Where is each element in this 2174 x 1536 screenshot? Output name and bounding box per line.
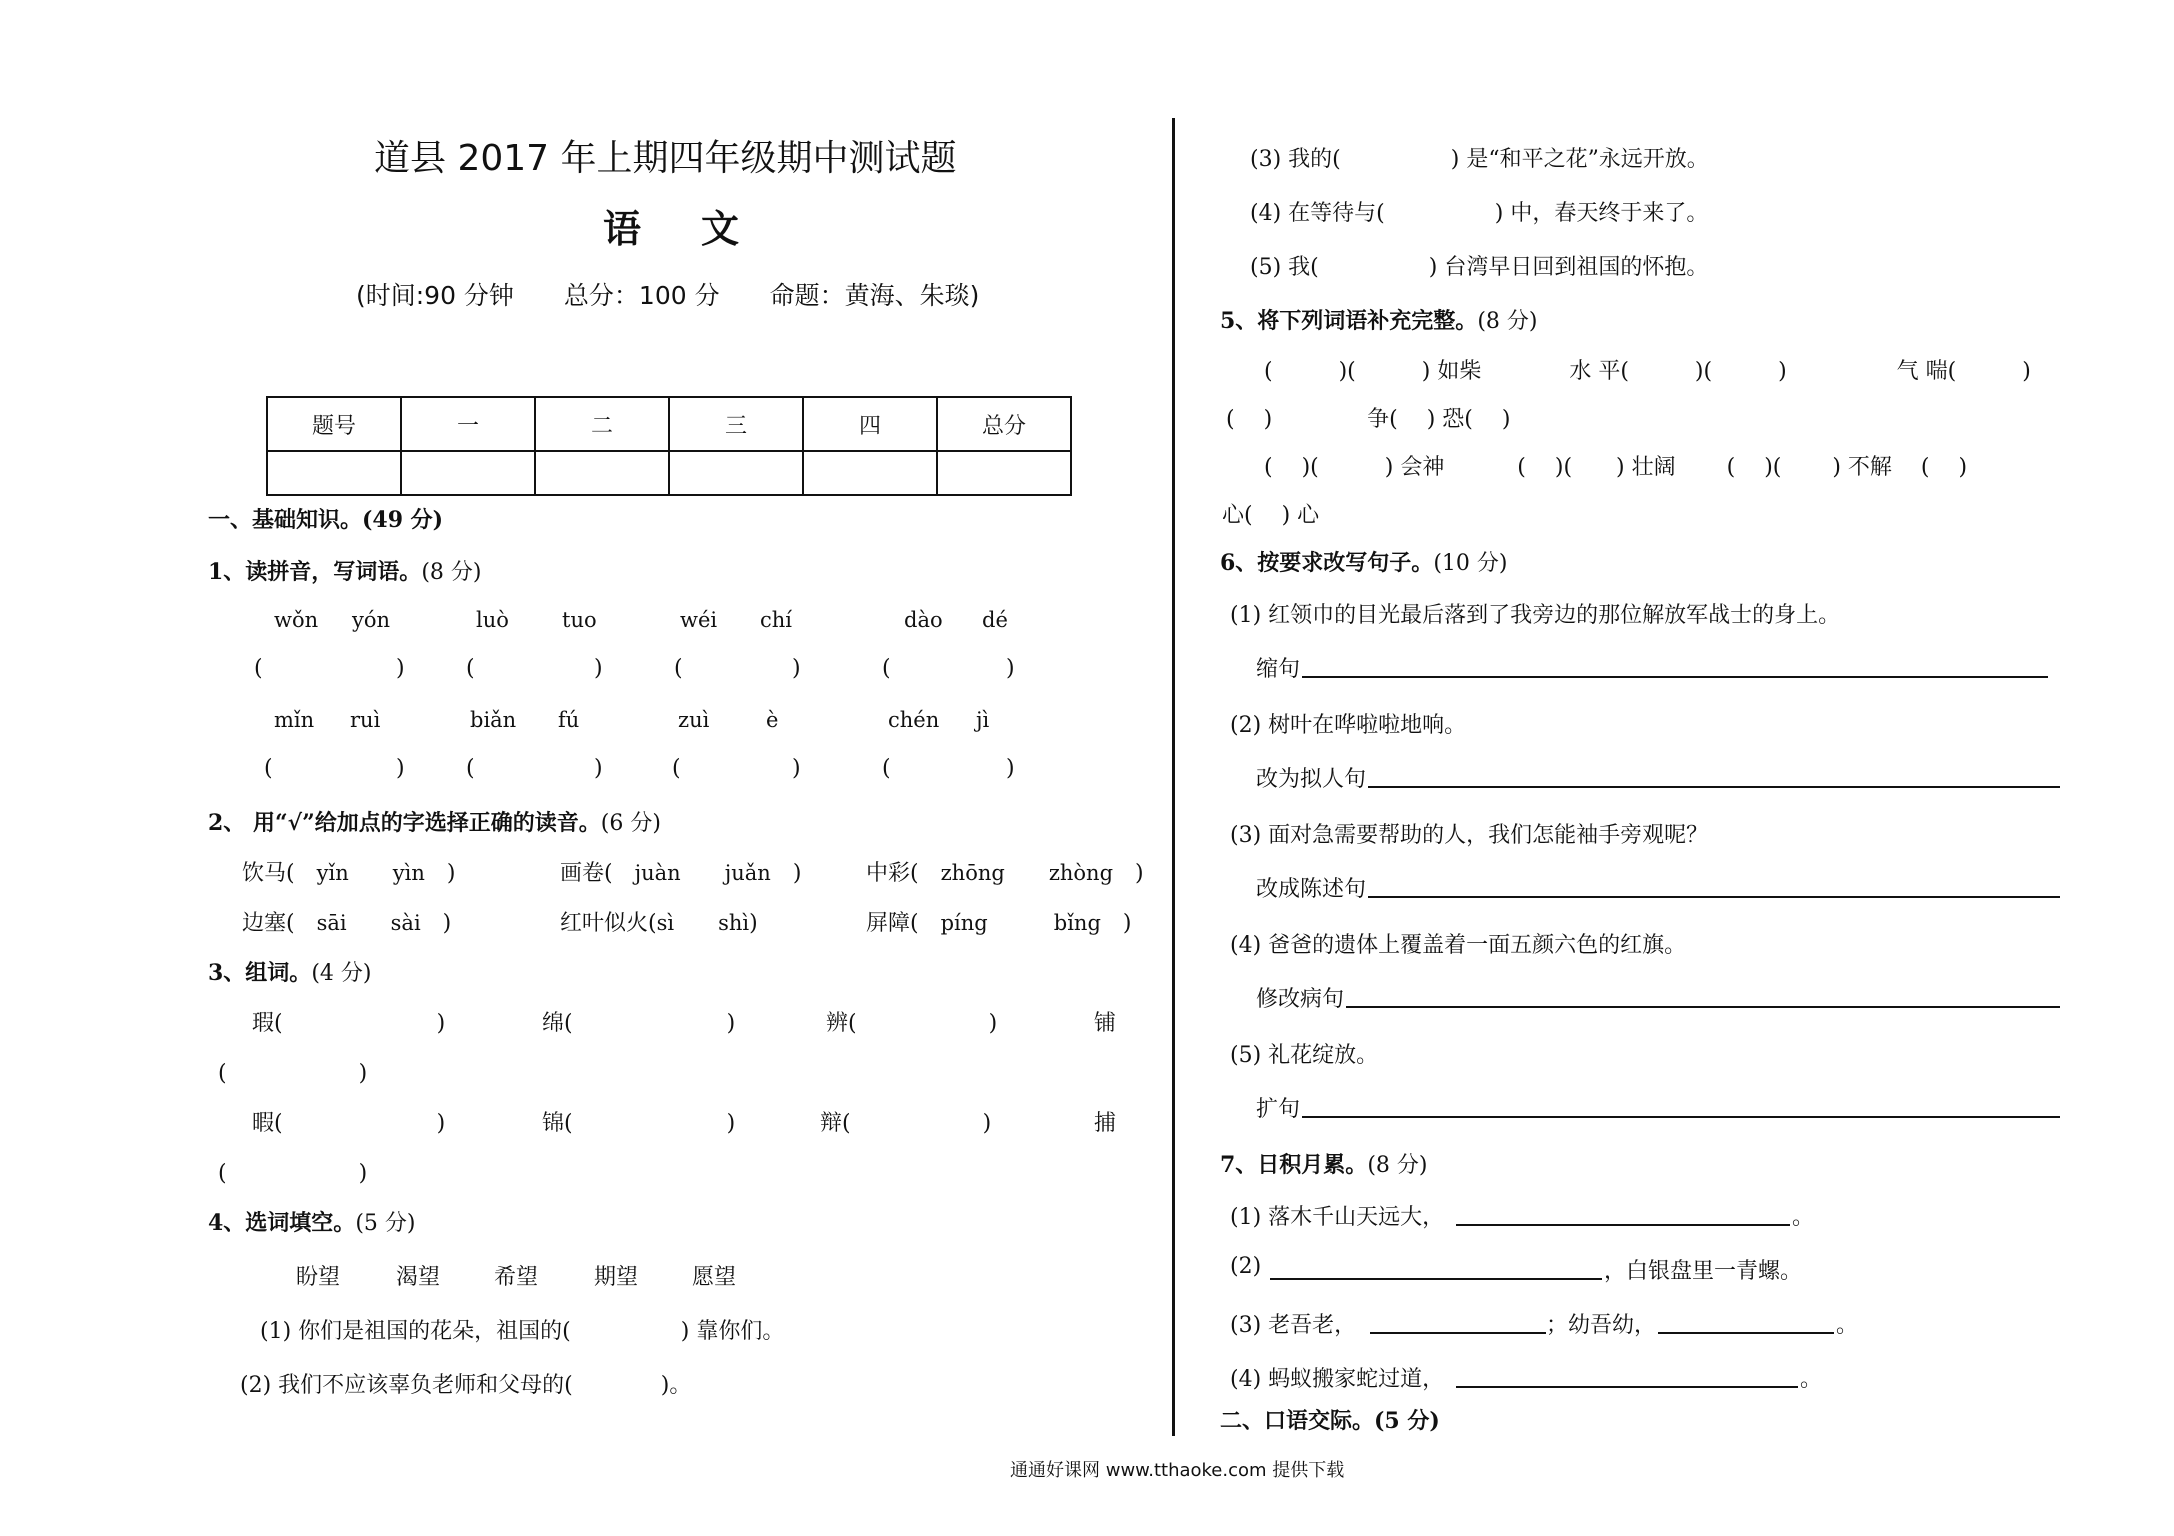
- paren-open: (: [674, 656, 683, 681]
- score-header-cell: 一: [401, 397, 535, 451]
- q2-word: 画卷: [560, 861, 605, 886]
- pinyin: luò: [476, 608, 509, 632]
- pinyin: dào: [904, 608, 943, 632]
- q4-sentence: (1) 你们是祖国的花朵，祖国的( ) 靠你们。: [260, 1319, 785, 1344]
- q2-item: 画卷( juàn juǎn ): [560, 861, 802, 886]
- subject-title: 语文: [603, 206, 800, 251]
- q3-item: 锦( ): [542, 1111, 736, 1136]
- q5-score: (8 分): [1477, 309, 1538, 334]
- column-divider: [1172, 118, 1175, 1436]
- q3-char: 瑕: [252, 1011, 275, 1036]
- q3-item: [1094, 1106, 1116, 1137]
- section-2-heading: 二、口语交际。(5 分): [1220, 1408, 1440, 1434]
- pinyin: jì: [976, 708, 990, 732]
- q2-word: 饮马: [242, 861, 287, 886]
- q2-heading: [208, 806, 661, 837]
- pinyin: yón: [352, 608, 391, 632]
- q3-item-wrap: ( ): [218, 1161, 368, 1186]
- q3-item: 瑕( ): [252, 1011, 446, 1036]
- q2-item: 红叶似火(sì shì): [560, 911, 758, 936]
- reading-option[interactable]: zhòng: [1048, 861, 1114, 885]
- q7-title: 7、日积月累。: [1220, 1152, 1368, 1178]
- pinyin: wǒn: [274, 608, 319, 632]
- q3-title: 3、组词。: [208, 960, 312, 986]
- pinyin: dé: [982, 608, 1008, 632]
- q3-char: 捕: [1094, 1111, 1117, 1136]
- paren-open: (: [254, 656, 263, 681]
- q6-answer-label: 缩句: [1256, 657, 1301, 682]
- q3-char: 绵: [542, 1011, 565, 1036]
- q2-score: (6 分): [600, 811, 661, 836]
- q2-title: 2、 用“√”给加点的字选择正确的读音。: [208, 810, 601, 836]
- q6-score: (10 分): [1433, 551, 1508, 576]
- q4-score: (5 分): [355, 1211, 416, 1236]
- q6-answer-label: 修改病句: [1256, 987, 1345, 1012]
- q7-score: (8 分): [1367, 1153, 1428, 1178]
- q6-answer-label: 扩句: [1256, 1097, 1301, 1122]
- q4-word: 盼望: [296, 1265, 341, 1290]
- q6-question: (1) 红领巾的目光最后落到了我旁边的那位解放军战士的身上。: [1230, 603, 1841, 628]
- score-blank-cell[interactable]: [803, 451, 937, 495]
- q2-word: 屏障: [866, 911, 911, 936]
- paren-close: ): [1006, 656, 1015, 681]
- q3-char: 辩: [820, 1111, 843, 1136]
- q3-char: 铺: [1094, 1011, 1117, 1036]
- q7-heading: [1220, 1148, 1427, 1179]
- q7-line-text: ，白银盘里一青螺。: [1604, 1259, 1803, 1284]
- answer-line[interactable]: [1368, 896, 2060, 898]
- score-header-cell: 二: [535, 397, 669, 451]
- q6-question: (2) 树叶在哗啦啦地响。: [1230, 713, 1467, 738]
- q4-sentence: (5) 我( ) 台湾早日回到祖国的怀抱。: [1250, 255, 1709, 280]
- q6-question: (3) 面对急需要帮助的人，我们怎能袖手旁观呢？: [1230, 823, 1709, 848]
- q4-word: 愿望: [692, 1265, 737, 1290]
- q7-line-text: 。: [1792, 1205, 1815, 1230]
- q6-answer-label: 改为拟人句: [1256, 767, 1367, 792]
- answer-line[interactable]: [1456, 1224, 1790, 1226]
- q7-line-text: 。: [1800, 1367, 1823, 1392]
- exam-title: 道县 2017 年上期四年级期中测试题: [374, 138, 957, 179]
- paren-close: ): [792, 756, 801, 781]
- q2-item: 饮马( yǐn yìn ): [242, 861, 456, 886]
- pinyin: mǐn: [274, 708, 315, 732]
- q2-word: 边塞: [242, 911, 287, 936]
- paren-close: ): [1006, 756, 1015, 781]
- pinyin: ruì: [350, 708, 381, 732]
- q3-item: 辨( ): [826, 1011, 998, 1036]
- footer-credit: 通通好课网 www.tthaoke.com 提供下载: [1010, 1460, 1345, 1481]
- q1-title: 1、读拼音，写词语。: [208, 559, 422, 585]
- q7-line-text: (4) 蚂蚁搬家蛇过道，: [1230, 1367, 1445, 1392]
- score-table: [266, 396, 1072, 496]
- paren-open: (: [466, 756, 475, 781]
- score-header-cell: 四: [803, 397, 937, 451]
- section-1-heading: 一、基础知识。(49 分): [208, 507, 444, 533]
- paren-close: ): [396, 656, 405, 681]
- q4-sentence: (3) 我的( ) 是“和平之花”永远开放。: [1250, 147, 1709, 172]
- answer-line[interactable]: [1302, 1116, 2060, 1118]
- reading-option[interactable]: yìn: [392, 861, 425, 885]
- paren-open: (: [882, 656, 891, 681]
- reading-option[interactable]: zhōng: [940, 861, 1005, 885]
- q1-score: (8 分): [421, 560, 482, 585]
- answer-line[interactable]: [1368, 786, 2060, 788]
- q6-question: (4) 爸爸的遗体上覆盖着一面五颜六色的红旗。: [1230, 933, 1687, 958]
- score-blank-cell[interactable]: [535, 451, 669, 495]
- q5-heading: [1220, 304, 1537, 335]
- pinyin: chí: [760, 608, 793, 632]
- q2-item: 边塞( sāi sài ): [242, 911, 452, 936]
- paren-close: ): [594, 656, 603, 681]
- q5-line: ( )( ) 会神 ( )( ) 壮阔 ( )( ) 不解 ( ): [1264, 455, 1968, 480]
- q4-word: 渴望: [396, 1265, 441, 1290]
- answer-line[interactable]: [1370, 1332, 1546, 1334]
- q2-word: 红叶似火: [560, 911, 649, 936]
- q4-sentence: (2) 我们不应该辜负老师和父母的( )。: [240, 1373, 692, 1398]
- q2-item: 屏障( píng bǐng ): [866, 911, 1132, 936]
- q3-item: 辩( ): [820, 1111, 992, 1136]
- q3-item: 暇( ): [252, 1111, 446, 1136]
- answer-line[interactable]: [1302, 676, 2048, 678]
- answer-line[interactable]: [1346, 1006, 2060, 1008]
- q7-line-text: (2): [1230, 1254, 1262, 1279]
- q5-line: ( )( ) 如柴 水 平( )( ) 气 喘( ): [1264, 359, 2031, 384]
- score-blank-cell[interactable]: [267, 451, 401, 495]
- q4-title: 4、选词填空。: [208, 1210, 356, 1236]
- q5-line: 心( ) 心: [1222, 503, 1320, 528]
- pinyin: chén: [888, 708, 940, 732]
- q3-heading: [208, 956, 371, 987]
- q6-question: (5) 礼花绽放。: [1230, 1043, 1379, 1068]
- q5-line: ( ) 争( ) 恐( ): [1226, 407, 1511, 432]
- score-blank-cell[interactable]: [669, 451, 803, 495]
- answer-line[interactable]: [1658, 1332, 1834, 1334]
- q2-item: 中彩( zhōng zhòng ): [866, 861, 1144, 886]
- q3-score: (4 分): [311, 961, 372, 986]
- q3-item: [1094, 1006, 1116, 1037]
- paren-open: (: [882, 756, 891, 781]
- paren-close: ): [792, 656, 801, 681]
- score-header-cell: 三: [669, 397, 803, 451]
- reading-option[interactable]: juǎn: [724, 861, 771, 885]
- q7-line-text: 。: [1836, 1313, 1859, 1338]
- reading-option[interactable]: sì: [656, 911, 675, 935]
- q1-heading: [208, 555, 481, 586]
- q3-item-wrap: ( ): [218, 1061, 368, 1086]
- q5-title: 5、将下列词语补充完整。: [1220, 308, 1478, 334]
- reading-option[interactable]: juàn: [634, 861, 681, 885]
- q4-word: 期望: [594, 1265, 639, 1290]
- paren-open: (: [264, 756, 273, 781]
- answer-line[interactable]: [1456, 1386, 1798, 1388]
- q3-char: 锦: [542, 1111, 565, 1136]
- reading-option[interactable]: shì: [718, 911, 750, 935]
- q4-heading: [208, 1206, 415, 1237]
- paren-open: (: [672, 756, 681, 781]
- q4-sentence: (4) 在等待与( ) 中，春天终于来了。: [1250, 201, 1709, 226]
- q4-word: 希望: [494, 1265, 539, 1290]
- score-blank-cell[interactable]: [401, 451, 535, 495]
- q3-char: 辨: [826, 1011, 849, 1036]
- pinyin: è: [766, 708, 779, 732]
- q3-char: 暇: [252, 1111, 275, 1136]
- q6-answer-label: 改成陈述句: [1256, 877, 1367, 902]
- score-header-cell: 总分: [937, 397, 1071, 451]
- pinyin: tuo: [562, 608, 597, 632]
- answer-line[interactable]: [1270, 1278, 1602, 1280]
- pinyin: biǎn: [470, 708, 517, 732]
- q7-line-text: (1) 落木千山天远大，: [1230, 1205, 1445, 1230]
- pinyin: fú: [558, 708, 580, 732]
- q7-line-text: ；幼吾幼，: [1546, 1313, 1657, 1338]
- reading-option[interactable]: sài: [390, 911, 421, 935]
- paren-open: (: [466, 656, 475, 681]
- reading-option[interactable]: píng: [940, 911, 988, 935]
- reading-option[interactable]: yǐn: [316, 861, 349, 885]
- exam-meta: (时间:90 分钟 总分：100 分 命题：黄海、朱琰): [356, 281, 980, 310]
- q3-item: 绵( ): [542, 1011, 736, 1036]
- reading-option[interactable]: sāi: [316, 911, 347, 935]
- pinyin: zuì: [678, 708, 710, 732]
- q2-word: 中彩: [866, 861, 911, 886]
- score-header-cell: 题号: [267, 397, 401, 451]
- paren-close: ): [594, 756, 603, 781]
- q6-title: 6、按要求改写句子。: [1220, 550, 1434, 576]
- q7-line-text: (3) 老吾老，: [1230, 1313, 1357, 1338]
- q6-heading: [1220, 546, 1507, 577]
- paren-close: ): [396, 756, 405, 781]
- reading-option[interactable]: bǐng: [1053, 911, 1101, 935]
- score-blank-cell[interactable]: [937, 451, 1071, 495]
- pinyin: wéi: [680, 608, 718, 632]
